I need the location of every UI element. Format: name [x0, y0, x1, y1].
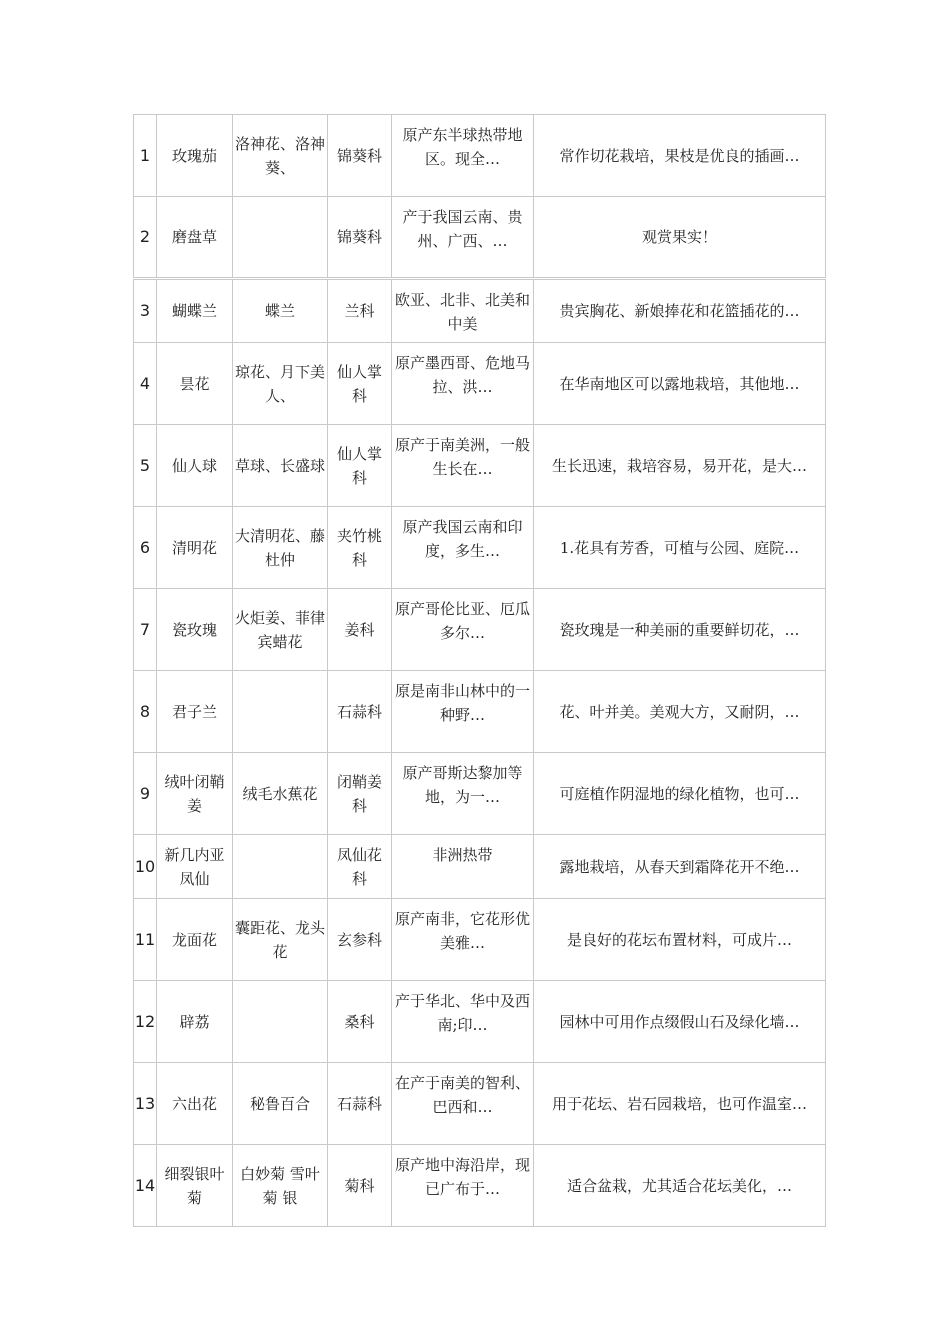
plant-family: 闭鞘姜科	[328, 753, 392, 835]
table-row	[134, 115, 826, 197]
plant-name: 绒叶闭鞘姜	[157, 753, 233, 835]
plant-origin: 产于华北、华中及西南;印…	[392, 981, 534, 1063]
plant-use: 园林中可用作点缀假山石及绿化墙…	[534, 981, 826, 1063]
row-number: 11	[134, 899, 157, 981]
table-row	[134, 279, 826, 343]
plant-origin: 原产哥斯达黎加等地，为一…	[392, 753, 534, 835]
plant-alias: 蝶兰	[233, 279, 328, 343]
row-number: 4	[134, 343, 157, 425]
table-row	[134, 981, 826, 1063]
plant-name: 六出花	[157, 1063, 233, 1145]
row-number: 6	[134, 507, 157, 589]
plant-alias	[233, 835, 328, 899]
plant-use: 用于花坛、岩石园栽培，也可作温室…	[534, 1063, 826, 1145]
plant-alias	[233, 981, 328, 1063]
plant-name: 仙人球	[157, 425, 233, 507]
plant-name: 蝴蝶兰	[157, 279, 233, 343]
plant-family: 石蒜科	[328, 1063, 392, 1145]
plant-name: 瓷玫瑰	[157, 589, 233, 671]
plant-name: 细裂银叶菊	[157, 1145, 233, 1227]
plant-alias: 囊距花、龙头花	[233, 899, 328, 981]
table-row	[134, 425, 826, 507]
plant-alias: 琼花、月下美人、	[233, 343, 328, 425]
plant-alias: 洛神花、洛神葵、	[233, 115, 328, 197]
plant-alias: 大清明花、藤杜仲	[233, 507, 328, 589]
plant-name: 清明花	[157, 507, 233, 589]
plant-origin: 原产哥伦比亚、厄瓜多尔…	[392, 589, 534, 671]
row-number: 9	[134, 753, 157, 835]
plant-use: 瓷玫瑰是一种美丽的重要鲜切花，…	[534, 589, 826, 671]
plant-use: 贵宾胸花、新娘捧花和花篮插花的…	[534, 279, 826, 343]
row-number: 2	[134, 197, 157, 279]
table-row	[134, 1063, 826, 1145]
plant-use: 1.花具有芳香，可植与公园、庭院…	[534, 507, 826, 589]
table-row	[134, 899, 826, 981]
plant-origin: 非洲热带	[392, 835, 534, 899]
plant-origin: 原产我国云南和印度，多生…	[392, 507, 534, 589]
plant-family: 仙人掌科	[328, 343, 392, 425]
plant-family: 兰科	[328, 279, 392, 343]
row-number: 5	[134, 425, 157, 507]
plant-use: 花、叶并美。美观大方，又耐阴，…	[534, 671, 826, 753]
plant-origin: 产于我国云南、贵州、广西、…	[392, 197, 534, 279]
table-row	[134, 197, 826, 279]
plant-alias: 草球、长盛球	[233, 425, 328, 507]
plant-family: 菊科	[328, 1145, 392, 1227]
plant-use: 可庭植作阴湿地的绿化植物，也可…	[534, 753, 826, 835]
table-row	[134, 343, 826, 425]
plant-origin: 原产东半球热带地区。现全…	[392, 115, 534, 197]
plant-alias: 秘鲁百合	[233, 1063, 328, 1145]
plant-origin: 原产于南美洲，一般生长在…	[392, 425, 534, 507]
plant-use: 生长迅速，栽培容易，易开花，是大…	[534, 425, 826, 507]
plant-name: 龙面花	[157, 899, 233, 981]
plant-origin: 原产墨西哥、危地马拉、洪…	[392, 343, 534, 425]
plant-family: 凤仙花科	[328, 835, 392, 899]
plant-alias: 绒毛水蕉花	[233, 753, 328, 835]
plant-alias	[233, 197, 328, 279]
plant-alias: 火炬姜、菲律宾蜡花	[233, 589, 328, 671]
table-row	[134, 753, 826, 835]
plant-family: 仙人掌科	[328, 425, 392, 507]
plant-use: 是良好的花坛布置材料，可成片…	[534, 899, 826, 981]
row-number: 8	[134, 671, 157, 753]
plant-name: 辟荔	[157, 981, 233, 1063]
plant-family: 锦葵科	[328, 197, 392, 279]
table-row	[134, 507, 826, 589]
plant-name: 君子兰	[157, 671, 233, 753]
plant-family: 锦葵科	[328, 115, 392, 197]
plant-origin: 原产南非，它花形优美雅…	[392, 899, 534, 981]
plant-use: 在华南地区可以露地栽培，其他地…	[534, 343, 826, 425]
plant-name: 玫瑰茄	[157, 115, 233, 197]
plant-use: 露地栽培，从春天到霜降花开不绝…	[534, 835, 826, 899]
plant-name: 磨盘草	[157, 197, 233, 279]
row-number: 3	[134, 279, 157, 343]
row-number: 1	[134, 115, 157, 197]
plant-use: 适合盆栽，尤其适合花坛美化，…	[534, 1145, 826, 1227]
plant-use: 观赏果实！	[534, 197, 826, 279]
plant-alias: 白妙菊 雪叶菊 银	[233, 1145, 328, 1227]
table-row	[134, 589, 826, 671]
plant-origin: 原是南非山林中的一种野…	[392, 671, 534, 753]
plant-family: 石蒜科	[328, 671, 392, 753]
row-number: 13	[134, 1063, 157, 1145]
plant-origin: 欧亚、北非、北美和中美	[392, 279, 534, 343]
plant-use: 常作切花栽培，果枝是优良的插画…	[534, 115, 826, 197]
row-number: 10	[134, 835, 157, 899]
plant-origin: 在产于南美的智利、巴西和…	[392, 1063, 534, 1145]
row-number: 12	[134, 981, 157, 1063]
plant-family: 夹竹桃科	[328, 507, 392, 589]
table-row	[134, 1145, 826, 1227]
plant-family: 玄参科	[328, 899, 392, 981]
plant-name: 昙花	[157, 343, 233, 425]
row-number: 7	[134, 589, 157, 671]
row-number: 14	[134, 1145, 157, 1227]
table-row	[134, 835, 826, 899]
plant-table	[133, 114, 826, 1227]
plant-alias	[233, 671, 328, 753]
table-row	[134, 671, 826, 753]
plant-family: 桑科	[328, 981, 392, 1063]
plant-name: 新几内亚凤仙	[157, 835, 233, 899]
plant-family: 姜科	[328, 589, 392, 671]
plant-origin: 原产地中海沿岸，现已广布于…	[392, 1145, 534, 1227]
